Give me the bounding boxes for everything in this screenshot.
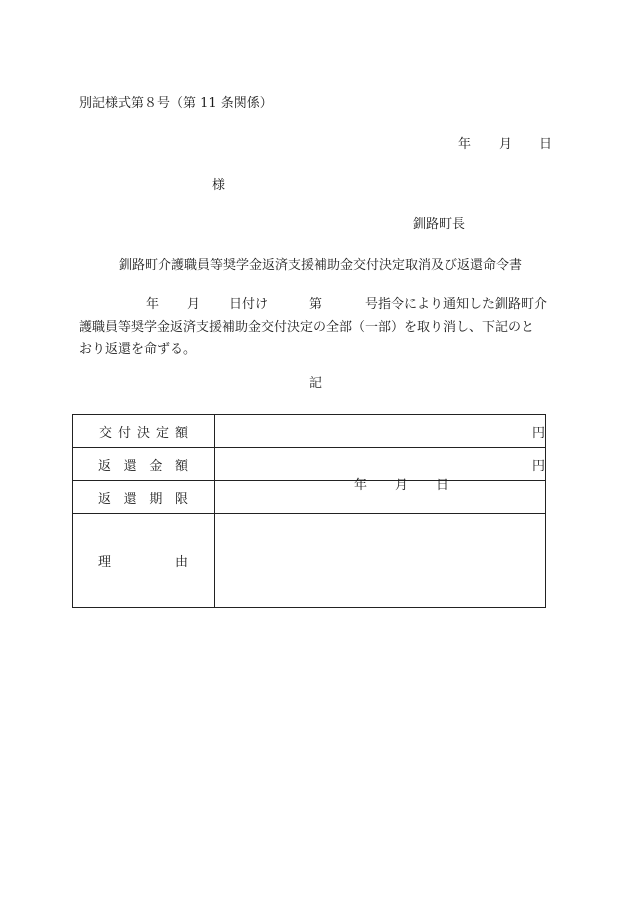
date-year-label: 年 — [458, 137, 472, 152]
label-char: 還 — [123, 458, 137, 474]
row-label — [73, 488, 214, 507]
detail-table — [72, 414, 546, 608]
label-char: 由 — [174, 555, 188, 570]
label-char: 金 — [149, 458, 163, 474]
deadline-month-label: 月 — [395, 478, 409, 493]
table-row-grant-amount — [73, 415, 546, 448]
label-cell — [73, 481, 215, 514]
label-char: 理 — [98, 555, 112, 570]
yen-unit: 円 — [531, 425, 545, 441]
label-char: 期 — [149, 491, 163, 507]
label-cell — [73, 514, 215, 608]
deadline-year-label: 年 — [354, 478, 368, 493]
return-amount-field[interactable] — [215, 448, 546, 481]
body-year-label: 年 — [146, 297, 160, 312]
yen-unit: 円 — [531, 458, 545, 474]
issuer-name: 釧路町長 — [413, 217, 466, 232]
body-day-dated-label: 日付け — [229, 297, 269, 312]
body-month-label: 月 — [187, 297, 201, 312]
date-day-label: 日 — [539, 137, 553, 152]
body-line1-tail: 号指令により通知した釧路町介 — [365, 297, 548, 312]
row-label — [73, 551, 214, 570]
body-number-prefix: 第 — [309, 297, 323, 312]
label-cell — [73, 448, 215, 481]
table-row-reason — [73, 514, 546, 608]
label-char: 定 — [155, 425, 169, 441]
row-label — [73, 422, 214, 441]
reason-field[interactable] — [215, 514, 546, 608]
form-reference: 別記様式第８号（第 11 条関係） — [79, 96, 273, 111]
table-row-return-amount — [73, 448, 546, 481]
label-char: 額 — [174, 425, 188, 441]
body-line-2: 護職員等奨学金返済支援補助金交付決定の全部（一部）を取り消し、下記のと — [79, 320, 535, 335]
deadline-day-label: 日 — [436, 478, 450, 493]
label-char: 返 — [98, 491, 112, 507]
grant-amount-field[interactable] — [215, 415, 546, 448]
return-deadline-field[interactable] — [215, 478, 546, 514]
table-row-return-deadline — [73, 481, 546, 514]
label-char: 限 — [174, 491, 188, 507]
document-title: 釧路町介護職員等奨学金返済支援補助金交付決定取消及び返還命令書 — [119, 258, 523, 273]
row-label — [73, 455, 214, 474]
ki-heading: 記 — [309, 376, 323, 391]
label-cell — [73, 415, 215, 448]
label-char: 付 — [117, 425, 131, 441]
date-month-label: 月 — [499, 137, 513, 152]
addressee-honorific: 様 — [212, 178, 226, 193]
label-char: 還 — [123, 491, 137, 507]
body-line-3: おり返還を命ずる。 — [79, 342, 197, 357]
label-char: 返 — [98, 458, 112, 474]
label-char: 額 — [174, 458, 188, 474]
label-char: 交 — [99, 425, 113, 441]
label-char: 決 — [136, 425, 150, 441]
